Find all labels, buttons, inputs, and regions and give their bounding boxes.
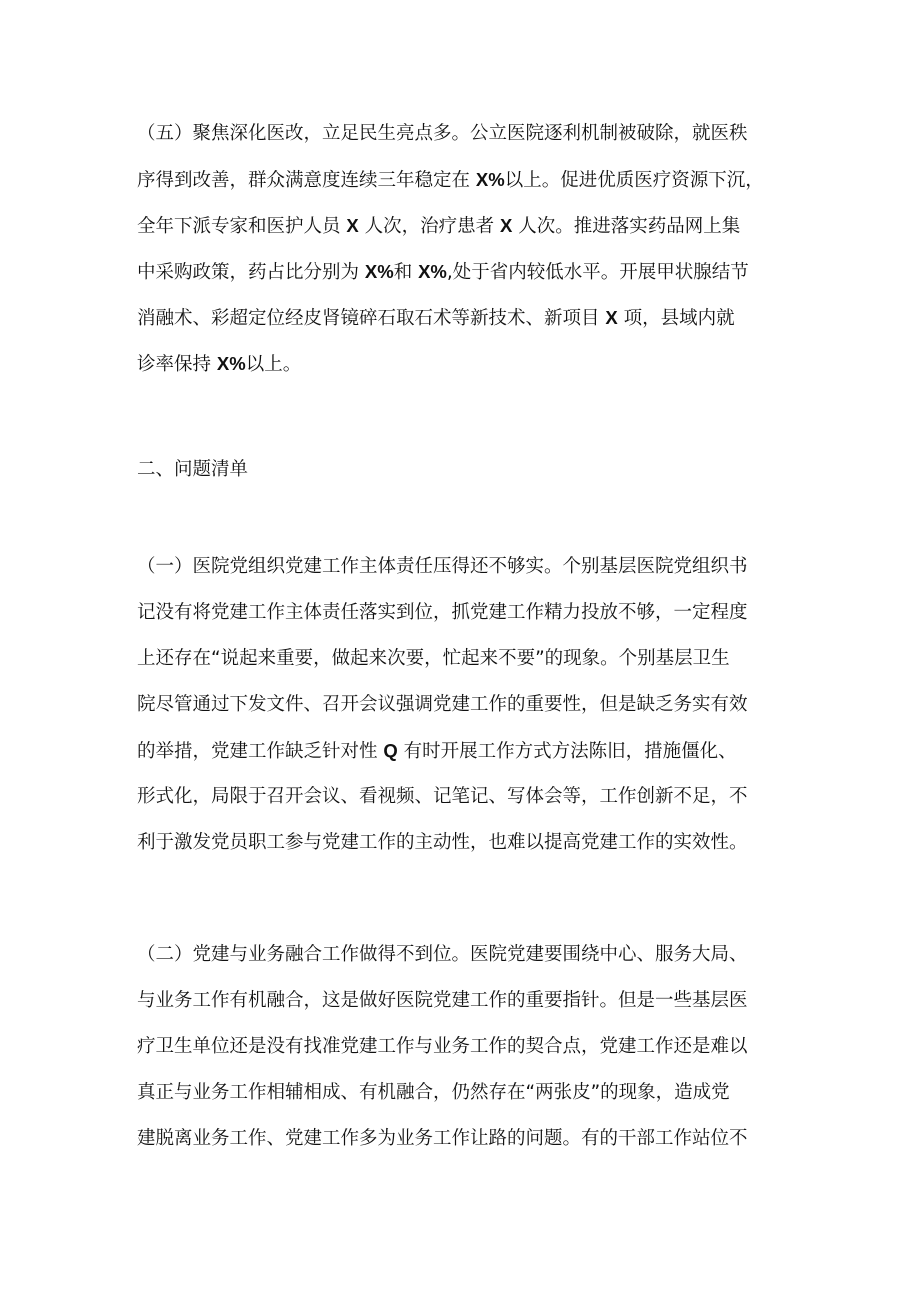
problem-2-line-1: （二）党建与业务融合工作做得不到位。医院党建要围绕中心、服务大局、 [137,944,748,965]
problem-1-line-6: 形式化，局限于召开会议、看视频、记笔记、写体会等，工作创新不足，不 [137,786,748,807]
problem-1-line-4: 院尽管通过下发文件、召开会议强调党建工作的重要性，但是缺乏务实有效 [137,694,748,715]
problem-2-line-3: 疗卫生单位还是没有找准党建工作与业务工作的契合点，党建工作还是难以 [137,1036,748,1057]
problem-1-line-7: 利于激发党员职工参与党建工作的主动性，也难以提高党建工作的实效性。 [137,832,748,853]
para-5-line-1: （五）聚焦深化医改，立足民生亮点多。公立医院逐利机制被破除，就医秩 [137,123,748,144]
problem-1-line-5: 的举措，党建工作缺乏针对性 Q 有时开展工作方式方法陈旧，措施僵化、 [137,740,737,762]
problem-2-line-4: 真正与业务工作相辅相成、有机融合，仍然存在“两张皮”的现象，造成党 [137,1082,730,1103]
problem-2-line-2: 与业务工作有机融合，这是做好医院党建工作的重要指针。但是一些基层医 [137,990,748,1011]
problem-2-line-5: 建脱离业务工作、党建工作多为业务工作让路的问题。有的干部工作站位不 [137,1128,748,1149]
para-5-line-4: 中采购政策，药占比分别为 X%和 X%,处于省内较低水平。开展甲状腺结节 [137,261,749,283]
para-5-line-3: 全年下派专家和医护人员 X 人次，治疗患者 X 人次。推进落实药品网上集 [137,215,741,237]
para-5-line-6: 诊率保持 X%以上。 [137,353,302,375]
para-5-line-5: 消融术、彩超定位经皮肾镜碎石取石术等新技术、新项目 X 项，县域内就 [137,307,735,329]
problem-1-line-2: 记没有将党建工作主体责任落实到位，抓党建工作精力投放不够，一定程度 [137,602,748,623]
section-heading: 二、问题清单 [137,459,249,480]
para-5-line-2: 序得到改善，群众满意度连续三年稳定在 X%以上。促进优质医疗资源下沉， [137,169,764,191]
problem-1-line-3: 上还存在“说起来重要，做起来次要，忙起来不要”的现象。个别基层卫生 [137,648,730,669]
problem-1-line-1: （一）医院党组织党建工作主体责任压得还不够实。个别基层医院党组织书 [137,556,748,577]
